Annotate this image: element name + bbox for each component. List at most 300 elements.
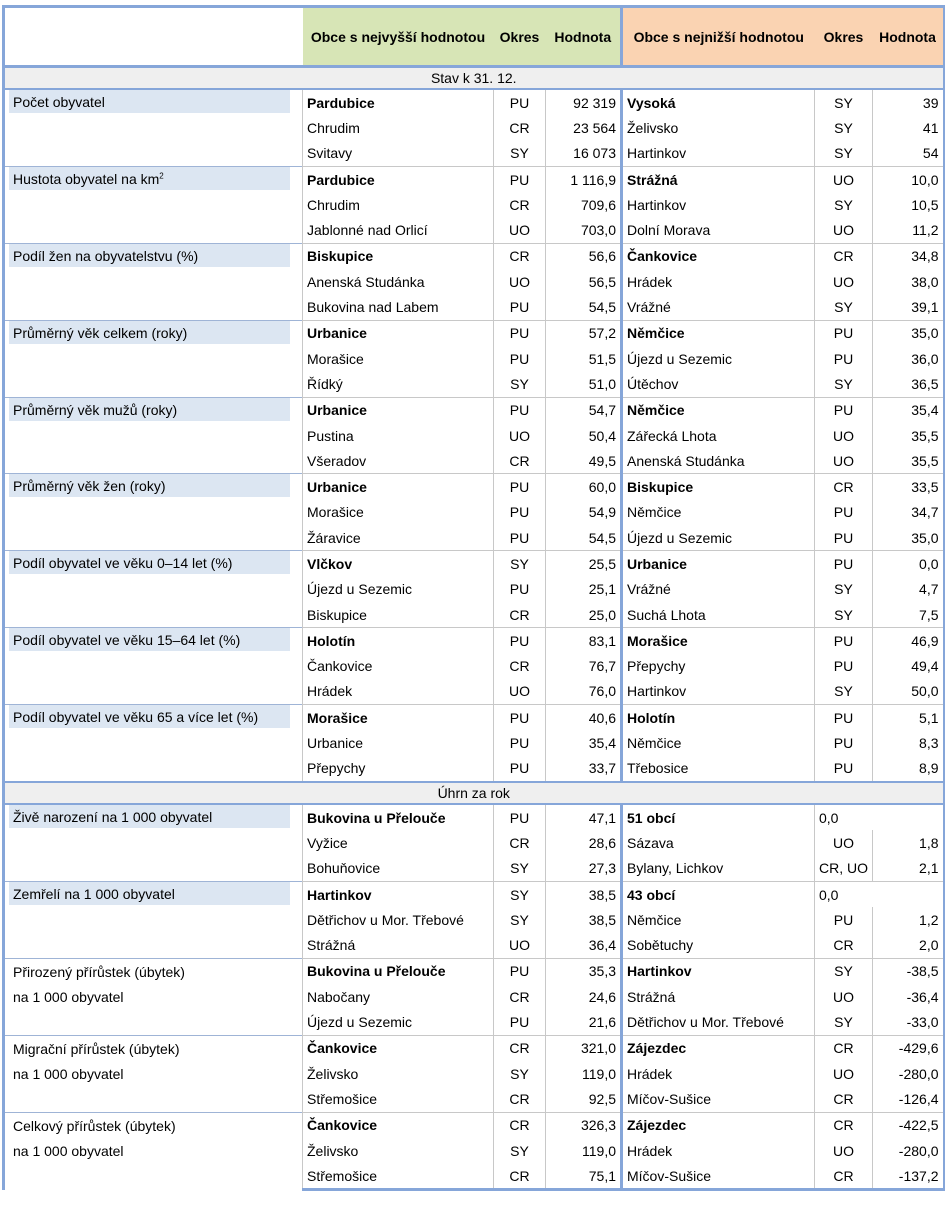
lowest-value: 34,8 [873, 243, 944, 269]
lowest-value: 8,3 [873, 730, 944, 755]
highest-value: 51,0 [546, 371, 622, 397]
indicator-label [4, 1035, 303, 1112]
header-row [4, 7, 944, 67]
indicator-superscript: 2 [159, 171, 164, 181]
lowest-value: 8,9 [873, 756, 944, 782]
lowest-municipality: Biskupice [622, 474, 815, 500]
highest-value: 76,0 [546, 679, 622, 705]
indicator-label [4, 397, 303, 474]
highest-okres: CR [494, 1086, 546, 1112]
lowest-value: 2,0 [873, 933, 944, 959]
lowest-municipality: Sázava [622, 830, 815, 855]
highest-okres: CR [494, 654, 546, 679]
highest-value: 709,6 [546, 192, 622, 217]
section-row [4, 67, 944, 90]
indicator-label [4, 628, 303, 705]
lowest-okres: CR [815, 1086, 873, 1112]
lowest-value: 54 [873, 141, 944, 167]
highest-municipality: Vlčkov [303, 551, 494, 577]
highest-okres: CR [494, 1035, 546, 1061]
highest-value: 36,4 [546, 933, 622, 959]
highest-value: 54,5 [546, 294, 622, 320]
lowest-municipality: Hartinkov [622, 958, 815, 984]
highest-municipality: Hrádek [303, 679, 494, 705]
section-title: Stav k 31. 12. [4, 67, 944, 90]
highest-value: 25,0 [546, 602, 622, 628]
highest-value: 35,4 [546, 730, 622, 755]
highest-value: 76,7 [546, 654, 622, 679]
indicator-text: Podíl obyvatel ve věku 65 a více let (%) [13, 709, 259, 726]
indicator-text: Počet obyvatel [13, 94, 105, 110]
header-lowest-municipalities: Obce s nejnižší hodnotou [622, 7, 815, 67]
highest-okres: PU [494, 294, 546, 320]
lowest-municipality: Dětřichov u Mor. Třebové [622, 1009, 815, 1035]
indicator-text: Průměrný věk mužů (roky) [13, 401, 178, 418]
lowest-okres: UO [815, 984, 873, 1009]
indicator-label [4, 474, 303, 551]
highest-value: 703,0 [546, 217, 622, 243]
lowest-municipality: Vrážné [622, 294, 815, 320]
lowest-value: -280,0 [873, 1061, 944, 1086]
lowest-value: -38,5 [873, 958, 944, 984]
lowest-municipality: Holotín [622, 705, 815, 731]
highest-okres: SY [494, 371, 546, 397]
highest-municipality: Dětřichov u Mor. Třebové [303, 907, 494, 932]
lowest-okres: SY [815, 115, 873, 140]
highest-municipality: Morašice [303, 346, 494, 371]
lowest-municipality: Němčice [622, 397, 815, 423]
lowest-okres: UO [815, 830, 873, 855]
lowest-okres: UO [815, 217, 873, 243]
table-row [4, 89, 944, 115]
table-row [4, 958, 944, 984]
highest-okres: SY [494, 907, 546, 932]
highest-okres: SY [494, 141, 546, 167]
highest-value: 24,6 [546, 984, 622, 1009]
indicator-label [4, 705, 303, 782]
lowest-okres: SY [815, 679, 873, 705]
lowest-okres: PU [815, 756, 873, 782]
highest-value: 326,3 [546, 1112, 622, 1138]
highest-municipality: Hartinkov [303, 881, 494, 907]
highest-okres: UO [494, 679, 546, 705]
indicator-label [4, 320, 303, 397]
lowest-okres: SY [815, 294, 873, 320]
highest-value: 119,0 [546, 1138, 622, 1163]
lowest-value: 41 [873, 115, 944, 140]
highest-value: 28,6 [546, 830, 622, 855]
highest-municipality: Pustina [303, 423, 494, 448]
highest-value: 54,9 [546, 500, 622, 525]
highest-value: 1 116,9 [546, 166, 622, 192]
highest-municipality: Újezd u Sezemic [303, 1009, 494, 1035]
lowest-okres: PU [815, 907, 873, 932]
indicator-text-line2: na 1 000 obyvatel [13, 988, 124, 1005]
highest-value: 27,3 [546, 856, 622, 882]
highest-okres: PU [494, 500, 546, 525]
lowest-okres: UO [815, 1061, 873, 1086]
highest-value: 321,0 [546, 1035, 622, 1061]
lowest-municipality: Němčice [622, 500, 815, 525]
lowest-value: 35,0 [873, 320, 944, 346]
lowest-value: 35,4 [873, 397, 944, 423]
highest-value: 57,2 [546, 320, 622, 346]
highest-okres: PU [494, 166, 546, 192]
highest-value: 119,0 [546, 1061, 622, 1086]
highest-value: 38,5 [546, 881, 622, 907]
highest-value: 47,1 [546, 804, 622, 830]
highest-municipality: Bukovina u Přelouče [303, 804, 494, 830]
header-value-high: Hodnota [546, 7, 622, 67]
indicator-label [4, 804, 303, 881]
highest-municipality: Urbanice [303, 730, 494, 755]
highest-municipality: Anenská Studánka [303, 269, 494, 294]
lowest-okres: SY [815, 958, 873, 984]
table-row [4, 397, 944, 423]
lowest-okres: UO [815, 1138, 873, 1163]
lowest-municipality: Urbanice [622, 551, 815, 577]
lowest-okres: UO [815, 166, 873, 192]
indicator-text: Průměrný věk celkem (roky) [13, 324, 188, 341]
lowest-municipality: Míčov-Sušice [622, 1086, 815, 1112]
lowest-okres: PU [815, 525, 873, 551]
highest-okres: CR [494, 602, 546, 628]
lowest-municipality: Újezd u Sezemic [622, 346, 815, 371]
lowest-okres: UO [815, 423, 873, 448]
indicator-text-line2: na 1 000 obyvatel [13, 1065, 124, 1082]
indicator-text: Podíl obyvatel ve věku 15–64 let (%) [13, 632, 241, 649]
highest-municipality: Všeradov [303, 448, 494, 474]
lowest-municipality: Němčice [622, 907, 815, 932]
indicator-text: Podíl žen na obyvatelstvu (%) [13, 247, 199, 264]
lowest-municipality: Němčice [622, 730, 815, 755]
indicator-label [4, 89, 303, 166]
highest-municipality: Svitavy [303, 141, 494, 167]
highest-okres: CR [494, 192, 546, 217]
highest-value: 75,1 [546, 1163, 622, 1190]
highest-municipality: Bukovina u Přelouče [303, 958, 494, 984]
lowest-okres: PU [815, 705, 873, 731]
lowest-okres: SY [815, 141, 873, 167]
highest-okres: SY [494, 551, 546, 577]
highest-value: 25,5 [546, 551, 622, 577]
highest-value: 83,1 [546, 628, 622, 654]
lowest-municipality: Anenská Studánka [622, 448, 815, 474]
highest-municipality: Bohuňovice [303, 856, 494, 882]
lowest-value: 11,2 [873, 217, 944, 243]
section-row [4, 782, 944, 804]
highest-okres: PU [494, 89, 546, 115]
lowest-okres: PU [815, 628, 873, 654]
highest-municipality: Urbanice [303, 397, 494, 423]
highest-municipality: Vyžice [303, 830, 494, 855]
lowest-municipality: Bylany, Lichkov [622, 856, 815, 882]
lowest-municipality: Hartinkov [622, 679, 815, 705]
lowest-value: -36,4 [873, 984, 944, 1009]
lowest-value: 5,1 [873, 705, 944, 731]
lowest-value: 35,5 [873, 423, 944, 448]
header-okres-low: Okres [815, 7, 873, 67]
table-row [4, 320, 944, 346]
lowest-value: 36,0 [873, 346, 944, 371]
lowest-municipality: Zářecká Lhota [622, 423, 815, 448]
indicator-label [4, 1112, 303, 1190]
highest-okres: CR [494, 1112, 546, 1138]
highest-value: 33,7 [546, 756, 622, 782]
lowest-municipality: 43 obcí [622, 881, 815, 907]
highest-okres: UO [494, 933, 546, 959]
highest-municipality: Biskupice [303, 243, 494, 269]
lowest-municipality: Čankovice [622, 243, 815, 269]
lowest-okres: PU [815, 551, 873, 577]
indicator-text: Průměrný věk žen (roky) [13, 478, 166, 495]
indicator-text: Podíl obyvatel ve věku 0–14 let (%) [13, 555, 233, 572]
highest-municipality: Chrudim [303, 115, 494, 140]
highest-municipality: Čankovice [303, 1035, 494, 1061]
lowest-value: 35,0 [873, 525, 944, 551]
lowest-value: 0,0 [815, 804, 944, 830]
highest-value: 38,5 [546, 907, 622, 932]
lowest-okres: UO [815, 269, 873, 294]
lowest-value: -280,0 [873, 1138, 944, 1163]
highest-municipality: Jablonné nad Orlicí [303, 217, 494, 243]
lowest-municipality: Želivsko [622, 115, 815, 140]
table-row [4, 881, 944, 907]
lowest-value: 0,0 [873, 551, 944, 577]
lowest-okres: PU [815, 500, 873, 525]
highest-value: 49,5 [546, 448, 622, 474]
lowest-value: -126,4 [873, 1086, 944, 1112]
indicator-label [4, 958, 303, 1035]
table-row [4, 1035, 944, 1061]
section-title: Úhrn za rok [4, 782, 944, 804]
lowest-value: -429,6 [873, 1035, 944, 1061]
lowest-value: 35,5 [873, 448, 944, 474]
highest-okres: CR [494, 448, 546, 474]
highest-municipality: Žáravice [303, 525, 494, 551]
highest-value: 35,3 [546, 958, 622, 984]
indicator-text: Celkový přírůstek (úbytek) [13, 1117, 176, 1134]
table-row [4, 551, 944, 577]
lowest-municipality: Dolní Morava [622, 217, 815, 243]
highest-value: 23 564 [546, 115, 622, 140]
lowest-value: 1,8 [873, 830, 944, 855]
lowest-okres: CR, UO [815, 856, 873, 882]
indicator-label [4, 166, 303, 243]
lowest-value: 0,0 [815, 881, 944, 907]
lowest-municipality: Hartinkov [622, 141, 815, 167]
lowest-municipality: Útěchov [622, 371, 815, 397]
lowest-okres: PU [815, 346, 873, 371]
highest-okres: CR [494, 115, 546, 140]
table-row [4, 474, 944, 500]
lowest-municipality: Morašice [622, 628, 815, 654]
lowest-value: 38,0 [873, 269, 944, 294]
highest-value: 16 073 [546, 141, 622, 167]
lowest-okres: PU [815, 730, 873, 755]
table-row [4, 628, 944, 654]
highest-value: 21,6 [546, 1009, 622, 1035]
highest-okres: UO [494, 269, 546, 294]
highest-okres: PU [494, 804, 546, 830]
lowest-okres: PU [815, 654, 873, 679]
header-value-low: Hodnota [873, 7, 944, 67]
highest-okres: UO [494, 423, 546, 448]
highest-municipality: Řídký [303, 371, 494, 397]
highest-municipality: Střemošice [303, 1086, 494, 1112]
indicator-text: Migrační přírůstek (úbytek) [13, 1040, 180, 1057]
highest-okres: PU [494, 525, 546, 551]
lowest-okres: SY [815, 192, 873, 217]
highest-okres: CR [494, 830, 546, 855]
highest-municipality: Urbanice [303, 320, 494, 346]
lowest-okres: SY [815, 89, 873, 115]
indicator-text: Hustota obyvatel na km [13, 170, 160, 187]
highest-okres: CR [494, 243, 546, 269]
highest-value: 40,6 [546, 705, 622, 731]
table-row [4, 804, 944, 830]
highest-value: 56,5 [546, 269, 622, 294]
highest-municipality: Čankovice [303, 654, 494, 679]
highest-okres: SY [494, 856, 546, 882]
lowest-value: 46,9 [873, 628, 944, 654]
highest-municipality: Újezd u Sezemic [303, 577, 494, 602]
lowest-municipality: Hartinkov [622, 192, 815, 217]
highest-okres: PU [494, 705, 546, 731]
highest-municipality: Přepychy [303, 756, 494, 782]
highest-municipality: Pardubice [303, 166, 494, 192]
highest-okres: PU [494, 346, 546, 371]
lowest-value: -33,0 [873, 1009, 944, 1035]
lowest-municipality: Strážná [622, 984, 815, 1009]
highest-municipality: Střemošice [303, 1163, 494, 1190]
highest-municipality: Želivsko [303, 1061, 494, 1086]
indicator-text: Živě narození na 1 000 obyvatel [13, 809, 213, 826]
lowest-municipality: Přepychy [622, 654, 815, 679]
lowest-municipality: Zájezdec [622, 1035, 815, 1061]
highest-municipality: Pardubice [303, 89, 494, 115]
lowest-value: 10,5 [873, 192, 944, 217]
highest-municipality: Morašice [303, 705, 494, 731]
highest-municipality: Morašice [303, 500, 494, 525]
table-row [4, 166, 944, 192]
indicator-text: Přirozený přírůstek (úbytek) [13, 963, 185, 980]
table-row [4, 243, 944, 269]
lowest-okres: SY [815, 1009, 873, 1035]
lowest-value: 34,7 [873, 500, 944, 525]
highest-okres: SY [494, 881, 546, 907]
table-row [4, 705, 944, 731]
lowest-okres: CR [815, 1035, 873, 1061]
highest-okres: SY [494, 1061, 546, 1086]
lowest-value: 7,5 [873, 602, 944, 628]
lowest-municipality: Vysoká [622, 89, 815, 115]
highest-value: 56,6 [546, 243, 622, 269]
highest-municipality: Biskupice [303, 602, 494, 628]
lowest-okres: CR [815, 243, 873, 269]
statistics-table [2, 5, 945, 1191]
highest-value: 60,0 [546, 474, 622, 500]
lowest-okres: CR [815, 474, 873, 500]
header-okres-high: Okres [494, 7, 546, 67]
table-row [4, 1112, 944, 1138]
highest-municipality: Bukovina nad Labem [303, 294, 494, 320]
highest-okres: SY [494, 1138, 546, 1163]
highest-value: 92,5 [546, 1086, 622, 1112]
lowest-value: 39 [873, 89, 944, 115]
lowest-municipality: Suchá Lhota [622, 602, 815, 628]
lowest-value: -137,2 [873, 1163, 944, 1190]
highest-municipality: Želivsko [303, 1138, 494, 1163]
highest-municipality: Nabočany [303, 984, 494, 1009]
lowest-value: -422,5 [873, 1112, 944, 1138]
lowest-okres: SY [815, 371, 873, 397]
lowest-municipality: Strážná [622, 166, 815, 192]
header-highest-municipalities: Obce s nejvyšší hodnotou [303, 7, 494, 67]
lowest-value: 10,0 [873, 166, 944, 192]
lowest-value: 39,1 [873, 294, 944, 320]
lowest-okres: CR [815, 1112, 873, 1138]
highest-value: 54,5 [546, 525, 622, 551]
highest-value: 51,5 [546, 346, 622, 371]
header-indicator [4, 7, 303, 67]
lowest-okres: CR [815, 933, 873, 959]
indicator-label [4, 243, 303, 320]
indicator-text: Zemřelí na 1 000 obyvatel [13, 885, 175, 902]
lowest-okres: PU [815, 397, 873, 423]
lowest-okres: PU [815, 320, 873, 346]
lowest-municipality: Újezd u Sezemic [622, 525, 815, 551]
highest-okres: PU [494, 1009, 546, 1035]
lowest-value: 50,0 [873, 679, 944, 705]
lowest-municipality: Němčice [622, 320, 815, 346]
highest-okres: PU [494, 958, 546, 984]
lowest-okres: UO [815, 448, 873, 474]
highest-okres: PU [494, 730, 546, 755]
lowest-municipality: Hrádek [622, 1138, 815, 1163]
highest-okres: PU [494, 474, 546, 500]
lowest-municipality: Hrádek [622, 1061, 815, 1086]
lowest-value: 36,5 [873, 371, 944, 397]
highest-okres: CR [494, 984, 546, 1009]
indicator-label [4, 551, 303, 628]
highest-value: 54,7 [546, 397, 622, 423]
lowest-municipality: Míčov-Sušice [622, 1163, 815, 1190]
highest-okres: PU [494, 628, 546, 654]
lowest-okres: SY [815, 577, 873, 602]
indicator-label [4, 881, 303, 958]
highest-okres: CR [494, 1163, 546, 1190]
lowest-municipality: Zájezdec [622, 1112, 815, 1138]
highest-municipality: Holotín [303, 628, 494, 654]
highest-okres: PU [494, 320, 546, 346]
lowest-value: 4,7 [873, 577, 944, 602]
lowest-okres: SY [815, 602, 873, 628]
highest-okres: PU [494, 577, 546, 602]
lowest-value: 49,4 [873, 654, 944, 679]
highest-municipality: Chrudim [303, 192, 494, 217]
highest-municipality: Urbanice [303, 474, 494, 500]
highest-value: 25,1 [546, 577, 622, 602]
lowest-municipality: Sobětuchy [622, 933, 815, 959]
lowest-municipality: 51 obcí [622, 804, 815, 830]
lowest-municipality: Třebosice [622, 756, 815, 782]
highest-okres: PU [494, 397, 546, 423]
highest-value: 50,4 [546, 423, 622, 448]
lowest-municipality: Hrádek [622, 269, 815, 294]
highest-okres: UO [494, 217, 546, 243]
highest-value: 92 319 [546, 89, 622, 115]
